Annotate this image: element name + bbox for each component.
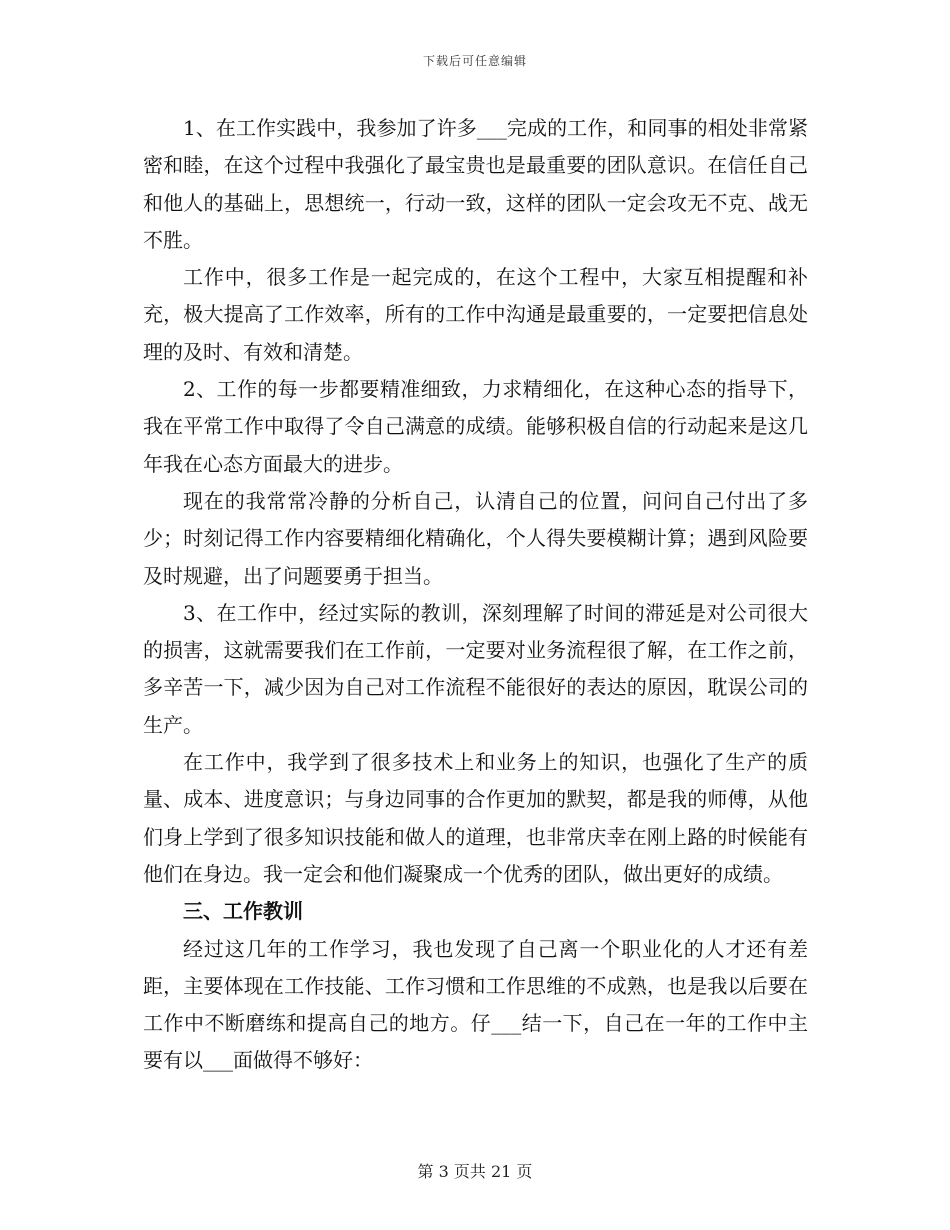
paragraph-1: 1、在工作实践中，我参加了许多___完成的工作，和同事的相处非常紧密和睦，在这个过程中我强化了最宝贵也是最重要的团队意识。在信任自己和他人的基础上，思想统一，行动一致，这样的团队一定会攻无不克、战无不胜。 xyxy=(143,116,808,252)
section-heading: 三、工作教训 xyxy=(183,899,303,924)
page-footer: 第 3 页共 21 页 xyxy=(417,1162,533,1181)
closing-paragraph: 经过这几年的工作学习，我也发现了自己离一个职业化的人才还有差距，主要体现在工作技能、工作习惯和工作思维的不成熟，也是我以后要在工作中不断磨练和提高自己的地方。仔___结一下，自己在一年的工作中主要有以___面做得不够好： xyxy=(143,936,808,1073)
paragraph-3: 2、工作的每一步都要精准细致，力求精细化，在这种心态的指导下，我在平常工作中取得了令自己满意的成绩。能够积极自信的行动起来是这几年我在心态方面最大的进步。 xyxy=(143,377,808,476)
paragraph-6: 在工作中，我学到了很多技术上和业务上的知识，也强化了生产的质量、成本、进度意识；与身边同事的合作更加的默契，都是我的师傅，从他们身上学到了很多知识技能和做人的道理，也非常庆幸在刚上路的时候能有他们在身边。我一定会和他们凝聚成一个优秀的团队，做出更好的成绩。 xyxy=(143,750,808,886)
paragraph-5: 3、在工作中，经过实际的教训，深刻理解了时间的滞延是对公司很大的损害，这就需要我们在工作前，一定要对业务流程很了解，在工作之前，多辛苦一下，减少因为自己对工作流程不能很好的表达的原因，耽误公司的生产。 xyxy=(143,600,808,737)
paragraph-2: 工作中，很多工作是一起完成的，在这个工程中，大家互相提醒和补充，极大提高了工作效率，所有的工作中沟通是最重要的，一定要把信息处理的及时、有效和清楚。 xyxy=(143,265,808,364)
page-header: 下载后可任意编辑 xyxy=(422,54,527,68)
paragraph-4: 现在的我常常冷静的分析自己，认清自己的位置，问问自己付出了多少；时刻记得工作内容要精细化精确化，个人得失要模糊计算；遇到风险要及时规避，出了问题要勇于担当。 xyxy=(143,488,808,588)
body-text xyxy=(143,110,808,1080)
